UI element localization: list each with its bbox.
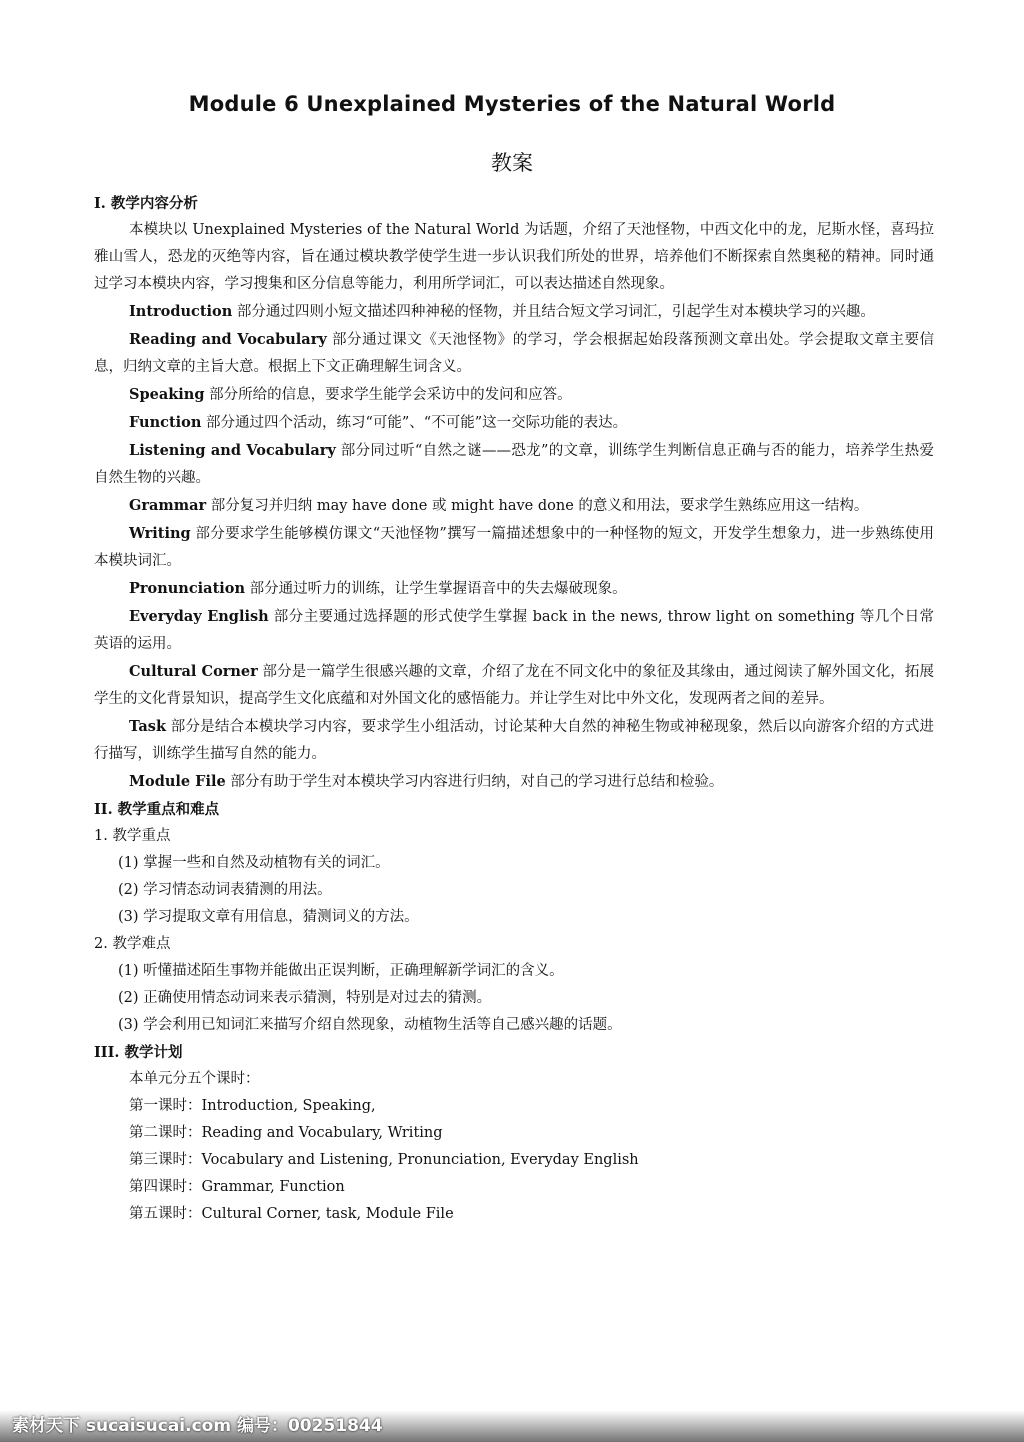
lesson-item: 第四课时：Grammar, Function xyxy=(129,1179,345,1195)
item-keyword: Grammar xyxy=(129,497,207,514)
section1-item xyxy=(94,658,934,713)
item-keyword: Introduction xyxy=(129,303,233,320)
section-heading-2: II. 教学重点和难点 xyxy=(94,801,220,818)
item-text: 部分是结合本模块学习内容，要求学生小组活动，讨论某种大自然的神秘生物或神秘现象，然后以向游客介绍的方式进行描写，训练学生描写自然的能力。 xyxy=(94,719,934,762)
list-item: (1) 听懂描述陌生事物并能做出正误判断，正确理解新学词汇的含义。 xyxy=(118,963,564,979)
item-keyword: Speaking xyxy=(129,386,205,403)
item-keyword: Writing xyxy=(129,525,191,542)
section1-item xyxy=(94,520,934,575)
item-keyword: Reading and Vocabulary xyxy=(129,331,327,348)
lesson-list xyxy=(94,1093,934,1228)
section1-items xyxy=(94,298,934,796)
list-item: (3) 学会利用已知词汇来描写介绍自然现象，动植物生活等自己感兴趣的话题。 xyxy=(118,1017,622,1033)
section2-groups xyxy=(94,823,934,1039)
section1-item xyxy=(94,326,934,381)
section1-item xyxy=(94,713,934,768)
lesson-item: 第二课时：Reading and Vocabulary, Writing xyxy=(129,1125,443,1141)
item-text: 部分所给的信息，要求学生能学会采访中的发问和应答。 xyxy=(204,387,572,403)
list-item: (2) 正确使用情态动词来表示猜测，特别是对过去的猜测。 xyxy=(118,990,492,1006)
document-body xyxy=(94,190,934,1228)
item-text: 部分主要通过选择题的形式使学生掌握 back in the news, throw light on something 等几个日常英语的运用。 xyxy=(94,609,935,652)
item-text: 部分复习并归纳 may have done 或 might have done 的意义和用法，要求学生熟练应用这一结构。 xyxy=(206,498,869,514)
list-item: (2) 学习情态动词表猜测的用法。 xyxy=(118,882,332,898)
lesson-item: 第五课时：Cultural Corner, task, Module File xyxy=(129,1206,454,1222)
section1-item xyxy=(94,575,934,603)
plan-intro: 本单元分五个课时： xyxy=(129,1071,260,1087)
group-label: 2. 教学难点 xyxy=(94,936,171,952)
item-keyword: Module File xyxy=(129,773,226,790)
item-text: 部分通过听力的训练，让学生掌握语音中的失去爆破现象。 xyxy=(245,581,627,597)
section1-intro: 本模块以 Unexplained Mysteries of the Natural World 为话题，介绍了天池怪物，中西文化中的龙，尼斯水怪，喜玛拉雅山雪人，恐龙的灭绝等内容，旨在通过模块教学使学生进一步认识我们所处的世界，培养他们不断探索自然奥秘的精神。同时通过学习本模块内容，学习搜集和区分信息等能力，利用所学词汇，可以表达描述自然现象。 xyxy=(94,222,934,292)
item-text: 部分同过听“自然之谜——恐龙”的文章，训练学生判断信息正确与否的能力，培养学生热爱自然生物的兴趣。 xyxy=(94,443,934,486)
section1-item xyxy=(94,381,934,409)
item-text: 部分要求学生能够模仿课文“天池怪物”撰写一篇描述想象中的一种怪物的短文，开发学生想象力，进一步熟练使用本模块词汇。 xyxy=(94,526,934,569)
item-text: 部分是一篇学生很感兴趣的文章，介绍了龙在不同文化中的象征及其缘由，通过阅读了解外国文化，拓展学生的文化背景知识，提高学生文化底蕴和对外国文化的感悟能力。并让学生对比中外文化，发现两者之间的差异。 xyxy=(94,664,934,707)
group-label: 1. 教学重点 xyxy=(94,828,171,844)
lesson-item: 第一课时：Introduction, Speaking, xyxy=(129,1098,376,1114)
section1-item xyxy=(94,437,934,492)
item-keyword: Cultural Corner xyxy=(129,663,258,680)
item-keyword: Listening and Vocabulary xyxy=(129,442,336,459)
item-text: 部分有助于学生对本模块学习内容进行归纳，对自己的学习进行总结和检验。 xyxy=(225,774,724,790)
section1-item xyxy=(94,409,934,437)
section1-item xyxy=(94,603,934,658)
list-item: (1) 掌握一些和自然及动植物有关的词汇。 xyxy=(118,855,390,871)
section-heading-3: III. 教学计划 xyxy=(94,1044,183,1061)
page-title: Module 6 Unexplained Mysteries of the Natural World xyxy=(188,92,836,116)
item-keyword: Pronunciation xyxy=(129,580,245,597)
item-text: 部分通过课文《天池怪物》的学习，学会根据起始段落预测文章出处。学会提取文章主要信息，归纳文章的主旨大意。根据上下文正确理解生词含义。 xyxy=(94,332,935,375)
item-text: 部分通过四个活动，练习“可能”、“不可能”这一交际功能的表达。 xyxy=(201,415,628,431)
lesson-item: 第三课时：Vocabulary and Listening, Pronunciation, Everyday English xyxy=(129,1152,639,1168)
section1-item xyxy=(94,492,934,520)
section-heading-1: I. 教学内容分析 xyxy=(94,195,198,212)
item-keyword: Function xyxy=(129,414,202,431)
section1-item xyxy=(94,768,934,796)
page-subtitle: 教案 xyxy=(491,151,533,175)
watermark-bar xyxy=(0,1410,1024,1442)
section1-item xyxy=(94,298,934,326)
item-keyword: Task xyxy=(129,718,167,735)
item-keyword: Everyday English xyxy=(129,608,269,625)
list-item: (3) 学习提取文章有用信息，猜测词义的方法。 xyxy=(118,909,419,925)
watermark-text: 素材天下 sucaisucai.com 编号：00251844 xyxy=(12,1416,383,1436)
item-text: 部分通过四则小短文描述四种神秘的怪物，并且结合短文学习词汇，引起学生对本模块学习的兴趣。 xyxy=(232,304,875,320)
